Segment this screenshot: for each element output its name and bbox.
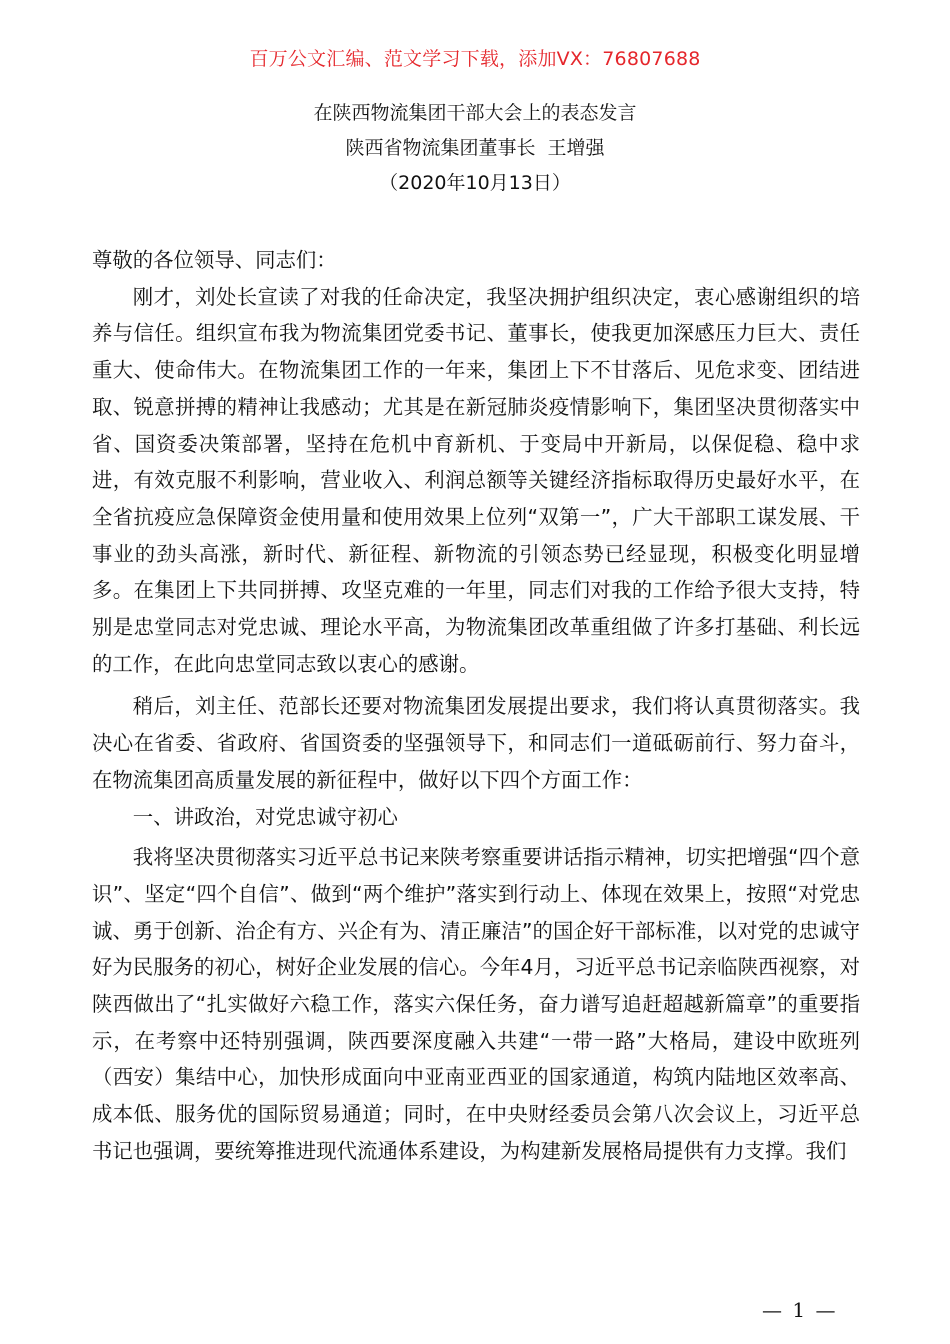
speaker-line: 陕西省物流集团董事长 王增强 (345, 137, 605, 159)
title-block (0, 96, 950, 201)
paragraph-2: 稍后，刘主任、范部长还要对物流集团发展提出要求，我们将认真贯彻落实。我决心在省委、省政府、省国资委的坚强领导下，和同志们一道砥砺前行、努力奋斗，在物流集团高质量发展的新征程中，做好以下四个方面工作： (92, 694, 860, 792)
document-body (92, 242, 860, 1170)
date-line: （2020年10月13日） (379, 172, 571, 194)
paragraph-3: 我将坚决贯彻落实习近平总书记来陕考察重要讲话指示精神，切实把增强“四个意识”、坚定“四个自信”、做到“两个维护”落实到行动上、体现在效果上，按照“对党忠诚、勇于创新、治企有方、兴企有为、清正廉洁”的国企好干部标准，以对党的忠诚守好为民服务的初心，树好企业发展的信心。今年4月，习近平总书记亲临陕西视察，对陕西做出了“扎实做好六稳工作，落实六保任务，奋力谱写追赶超越新篇章”的重要指示，在考察中还特别强调，陕西要深度融入共建“一带一路”大格局，建设中欧班列（西安）集结中心，加快形成面向中亚南亚西亚的国家通道，构筑内陆地区效率高、成本低、服务优的国际贸易通道；同时，在中央财经委员会第八次会议上，习近平总书记也强调，要统筹推进现代流通体系建设，为构建新发展格局提供有力支撑。我们 (92, 845, 860, 1163)
paragraph-1: 刚才，刘处长宣读了对我的任命决定，我坚决拥护组织决定，衷心感谢组织的培养与信任。组织宣布我为物流集团党委书记、董事长，使我更加深感压力巨大、责任重大、使命伟大。在物流集团工作的一年来，集团上下不甘落后、见危求变、团结进取、锐意拼搏的精神让我感动；尤其是在新冠肺炎疫情影响下，集团坚决贯彻落实中省、国资委决策部署，坚持在危机中育新机、于变局中开新局，以保促稳、稳中求进，有效克服不利影响，营业收入、利润总额等关键经济指标取得历史最好水平，在全省抗疫应急保障资金使用量和使用效果上位列“双第一”，广大干部职工谋发展、干事业的劲头高涨，新时代、新征程、新物流的引领态势已经显现，积极变化明显增多。在集团上下共同拼搏、攻坚克难的一年里，同志们对我的工作给予很大支持，特别是忠堂同志对党忠诚、理论水平高，为物流集团改革重组做了许多打基础、利长远的工作，在此向忠堂同志致以衷心的感谢。 (92, 284, 860, 676)
section-heading-1: 一、讲政治，对党忠诚守初心 (132, 804, 398, 829)
document-title: 在陕西物流集团干部大会上的表态发言 (313, 102, 637, 124)
page-number: — 1 — (762, 1298, 838, 1322)
promo-banner: 百万公文汇编、范文学习下载，添加VX：76807688 (249, 48, 701, 70)
salutation: 尊敬的各位领导、同志们： (92, 248, 337, 272)
